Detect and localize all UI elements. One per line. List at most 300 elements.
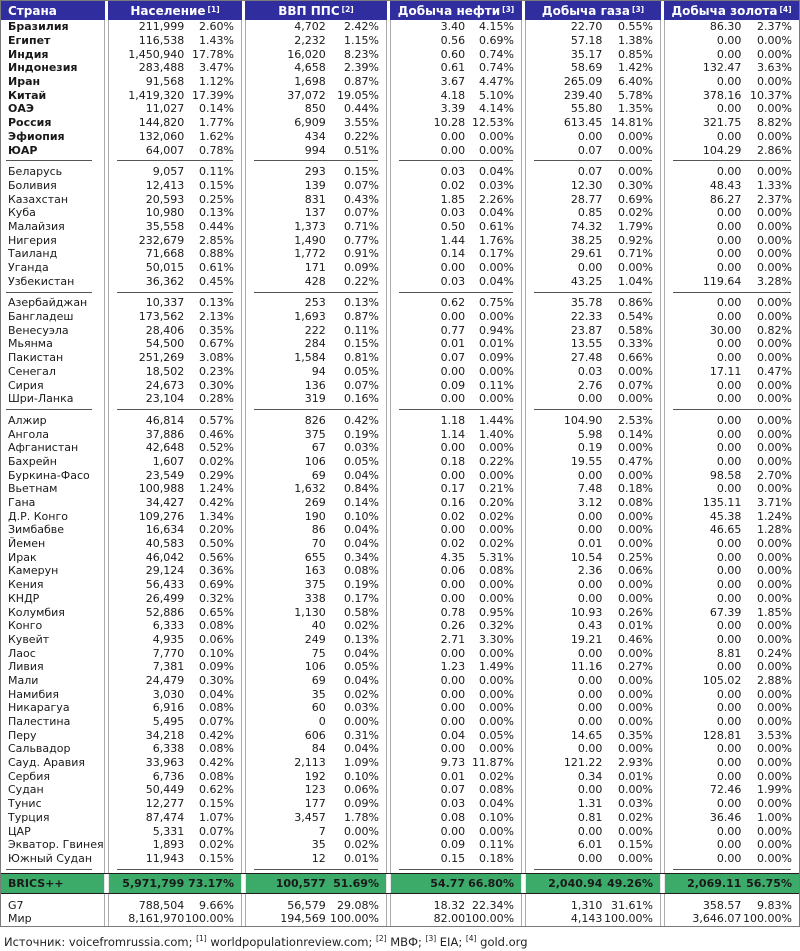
metric-group-cell	[108, 116, 242, 130]
percent-cell: 0.00%	[618, 851, 653, 865]
percent-cell: 0.00%	[344, 824, 379, 838]
value-cell: 0.15	[440, 851, 466, 865]
table-row	[1, 783, 799, 797]
metric-group-cell	[390, 378, 522, 392]
metric-group-cell	[525, 509, 661, 523]
percent-cell: 0.42%	[344, 413, 379, 427]
value-cell: 100,988	[138, 482, 185, 496]
value-cell: 0.00	[716, 687, 742, 701]
metric-group-cell	[245, 165, 387, 179]
value-cell: 16,634	[145, 523, 185, 537]
percent-cell: 9.83%	[757, 898, 792, 912]
value-cell: 19.55	[570, 454, 603, 468]
table-row	[1, 310, 799, 324]
percent-cell: 0.00%	[757, 797, 792, 811]
metric-group-cell	[108, 646, 242, 660]
percent-cell: 0.62%	[199, 783, 234, 797]
country-cell: Камерун	[1, 564, 105, 578]
metric-group-cell	[245, 468, 387, 482]
percent-cell: 0.02%	[199, 454, 234, 468]
percent-cell: 0.11%	[344, 323, 379, 337]
value-cell: 0.00	[577, 851, 603, 865]
metric-group-cell	[108, 247, 242, 261]
metric-group-cell	[390, 468, 522, 482]
metric-group-cell	[664, 192, 799, 206]
metric-group-cell	[245, 742, 387, 756]
metric-group-cell	[390, 874, 522, 893]
value-cell: 5,495	[152, 715, 185, 729]
metric-group-cell	[664, 337, 799, 351]
metric-group-cell	[108, 715, 242, 729]
metric-group-cell	[108, 179, 242, 193]
metric-group-cell	[390, 824, 522, 838]
value-cell: 0.16	[440, 496, 466, 510]
value-cell: 0.00	[716, 769, 742, 783]
value-cell: 177	[304, 797, 326, 811]
metric-group-cell	[525, 455, 661, 469]
percent-cell: 0.00%	[757, 701, 792, 715]
percent-cell: 0.00%	[757, 102, 792, 116]
metric-group-cell	[390, 206, 522, 220]
value-cell: 0.00	[716, 564, 742, 578]
metric-group-cell	[390, 441, 522, 455]
metric-group-cell	[390, 261, 522, 275]
metric-group-cell	[245, 34, 387, 48]
percent-cell: 0.00%	[479, 392, 514, 406]
value-cell: 2.76	[577, 378, 603, 392]
percent-cell: 1.42%	[618, 61, 653, 75]
metric-group-cell	[664, 206, 799, 220]
percent-cell: 0.00%	[479, 824, 514, 838]
percent-cell: 100.00%	[465, 912, 515, 926]
percent-cell: 2.60%	[199, 20, 234, 34]
value-cell: 0.03	[440, 274, 466, 288]
metric-group-cell	[664, 646, 799, 660]
percent-cell: 0.14%	[344, 496, 379, 510]
metric-group-cell	[245, 455, 387, 469]
percent-cell: 0.02%	[344, 619, 379, 633]
value-cell: 171	[304, 261, 326, 275]
value-cell: 11.16	[570, 660, 603, 674]
section-divider	[1, 288, 799, 296]
country-cell: КНДР	[1, 592, 105, 606]
value-cell: 0.07	[577, 143, 603, 157]
value-cell: 94	[311, 364, 326, 378]
metric-group-cell	[390, 233, 522, 247]
metric-group-cell	[390, 674, 522, 688]
value-cell: 613.45	[563, 116, 603, 130]
value-cell: 0.00	[440, 392, 466, 406]
percent-cell: 1.38%	[618, 34, 653, 48]
value-cell: 1,698	[294, 75, 326, 89]
table-row	[1, 509, 799, 523]
metric-group-cell	[525, 783, 661, 797]
metric-group-cell	[390, 605, 522, 619]
value-cell: 850	[304, 102, 326, 116]
table-row	[1, 274, 799, 288]
metric-group-cell	[525, 660, 661, 674]
value-cell: 0.00	[716, 129, 742, 143]
value-cell: 2.36	[577, 564, 603, 578]
value-cell: 16,020	[287, 47, 326, 61]
percent-cell: 0.06%	[344, 783, 379, 797]
metric-group-cell	[245, 912, 387, 926]
table-row	[1, 811, 799, 825]
metric-group-cell	[108, 47, 242, 61]
metric-group-cell	[245, 392, 387, 406]
value-cell: 3.40	[440, 20, 466, 34]
value-cell: 35	[311, 838, 326, 852]
percent-cell: 0.02%	[344, 687, 379, 701]
metric-group-cell	[108, 728, 242, 742]
value-cell: 0.00	[440, 143, 466, 157]
value-cell: 46,814	[145, 413, 185, 427]
percent-cell: 0.21%	[479, 482, 514, 496]
value-cell: 6,909	[294, 116, 326, 130]
metric-group-cell	[664, 701, 799, 715]
percent-cell: 0.07%	[199, 824, 234, 838]
header-col-gas-production	[525, 1, 661, 20]
country-cell: Бразилия	[1, 20, 105, 34]
metric-group-cell	[390, 365, 522, 379]
percent-cell: 0.00%	[479, 715, 514, 729]
value-cell: 5.98	[577, 427, 603, 441]
table-row	[1, 116, 799, 130]
percent-cell: 0.03%	[618, 797, 653, 811]
percent-cell: 0.00%	[757, 378, 792, 392]
percent-cell: 0.00%	[757, 75, 792, 89]
metric-group-cell	[664, 274, 799, 288]
metric-group-cell	[664, 441, 799, 455]
metric-group-cell	[245, 61, 387, 75]
value-cell: 11,943	[145, 851, 185, 865]
percent-cell: 0.09%	[199, 660, 234, 674]
percent-cell: 2.53%	[618, 413, 653, 427]
metric-group-cell	[664, 130, 799, 144]
metric-group-cell	[108, 660, 242, 674]
percent-cell: 0.00%	[479, 468, 514, 482]
table-row	[1, 852, 799, 866]
value-cell: 0.00	[716, 233, 742, 247]
metric-group-cell	[664, 742, 799, 756]
metric-group-cell	[245, 605, 387, 619]
table-row	[1, 261, 799, 275]
percent-cell: 0.33%	[618, 337, 653, 351]
percent-cell: 0.42%	[199, 756, 234, 770]
percent-cell: 0.00%	[757, 550, 792, 564]
value-cell: 23,549	[145, 468, 185, 482]
metric-group-cell	[525, 274, 661, 288]
value-cell: 137	[304, 206, 326, 220]
percent-cell: 0.30%	[199, 673, 234, 687]
metric-group-cell	[245, 838, 387, 852]
percent-cell: 0.00%	[479, 441, 514, 455]
percent-cell: 0.05%	[344, 364, 379, 378]
country-cell: Ангола	[1, 427, 105, 441]
value-cell: 46.65	[709, 523, 742, 537]
metric-group-cell	[245, 687, 387, 701]
value-cell: 106	[304, 660, 326, 674]
percent-cell: 0.24%	[757, 646, 792, 660]
value-cell: 0.85	[577, 206, 603, 220]
value-cell: 0.18	[440, 454, 466, 468]
percent-cell: 0.00%	[757, 337, 792, 351]
country-cell: Бахрейн	[1, 455, 105, 469]
metric-group-cell	[664, 824, 799, 838]
metric-group-cell	[390, 351, 522, 365]
value-cell: 48.43	[709, 178, 742, 192]
metric-group-cell	[245, 509, 387, 523]
value-cell: 132,060	[138, 129, 185, 143]
value-cell: 34,427	[145, 496, 185, 510]
metric-group-cell	[245, 441, 387, 455]
value-cell: 35.17	[570, 47, 603, 61]
value-cell: 2,069.11	[687, 877, 742, 891]
value-cell: 24,673	[145, 378, 185, 392]
percent-cell: 0.00%	[757, 206, 792, 220]
percent-cell: 0.13%	[199, 296, 234, 310]
country-cell: Сербия	[1, 769, 105, 783]
metric-group-cell	[245, 674, 387, 688]
percent-cell: 1.43%	[199, 34, 234, 48]
percent-cell: 0.01%	[618, 619, 653, 633]
metric-group-cell	[525, 441, 661, 455]
metric-group-cell	[245, 247, 387, 261]
metric-group-cell	[525, 310, 661, 324]
metric-group-cell	[525, 619, 661, 633]
value-cell: 42,648	[145, 441, 185, 455]
country-cell: Палестина	[1, 715, 105, 729]
value-cell: 56,433	[145, 578, 185, 592]
metric-group-cell	[525, 296, 661, 310]
percent-cell: 0.58%	[618, 323, 653, 337]
footnote-ref: [3]	[425, 933, 437, 943]
country-cell: Сауд. Аравия	[1, 756, 105, 770]
metric-group-cell	[390, 75, 522, 89]
table-row	[1, 47, 799, 61]
value-cell: 86.30	[709, 20, 742, 34]
percent-cell: 0.29%	[199, 468, 234, 482]
percent-cell: 0.00%	[479, 742, 514, 756]
value-cell: 0.00	[716, 206, 742, 220]
percent-cell: 0.03%	[344, 441, 379, 455]
value-cell: 52,886	[145, 605, 185, 619]
value-cell: 358.57	[702, 898, 742, 912]
value-cell: 5,971,799	[122, 877, 185, 891]
value-cell: 132.47	[702, 61, 742, 75]
value-cell: 0.00	[577, 646, 603, 660]
metric-group-cell	[525, 496, 661, 510]
metric-group-cell	[245, 797, 387, 811]
metric-group-cell	[525, 365, 661, 379]
value-cell: 50,449	[145, 783, 185, 797]
percent-cell: 0.77%	[344, 233, 379, 247]
table-row	[1, 247, 799, 261]
percent-cell: 0.00%	[757, 537, 792, 551]
metric-group-cell	[108, 220, 242, 234]
percent-cell: 0.36%	[199, 564, 234, 578]
value-cell: 17.11	[709, 364, 742, 378]
percent-cell: 0.04%	[344, 646, 379, 660]
country-cell: Колумбия	[1, 605, 105, 619]
country-cell: ОАЭ	[1, 102, 105, 116]
metric-group-cell	[390, 633, 522, 647]
value-cell: 249	[304, 632, 326, 646]
value-cell: 0.00	[716, 742, 742, 756]
value-cell: 67	[311, 441, 326, 455]
percent-cell: 0.10%	[199, 646, 234, 660]
country-cell: ЮАР	[1, 143, 105, 157]
metric-group-cell	[108, 20, 242, 34]
section-divider	[1, 157, 799, 165]
percent-cell: 0.22%	[344, 129, 379, 143]
table-row	[1, 756, 799, 770]
metric-group-cell	[525, 769, 661, 783]
percent-cell: 0.10%	[344, 769, 379, 783]
percent-cell: 8.82%	[757, 116, 792, 130]
value-cell: 36,362	[145, 274, 185, 288]
percent-cell: 0.15%	[344, 165, 379, 179]
value-cell: 3,457	[294, 810, 326, 824]
metric-group-cell	[664, 116, 799, 130]
value-cell: 109,276	[138, 509, 185, 523]
percent-cell: 0.46%	[618, 632, 653, 646]
table-row	[1, 296, 799, 310]
value-cell: 192	[304, 769, 326, 783]
metric-group-cell	[108, 742, 242, 756]
percent-cell: 0.78%	[199, 143, 234, 157]
value-cell: 100,577	[275, 877, 326, 891]
value-cell: 0.00	[440, 310, 466, 324]
metric-group-cell	[108, 874, 242, 893]
metric-group-cell	[390, 143, 522, 157]
value-cell: 50,015	[145, 261, 185, 275]
metric-group-cell	[245, 75, 387, 89]
country-cell: Египет	[1, 34, 105, 48]
value-cell: 0.02	[440, 537, 466, 551]
value-cell: 70	[311, 537, 326, 551]
value-cell: 0.00	[440, 687, 466, 701]
value-cell: 0.01	[440, 337, 466, 351]
value-cell: 45.38	[709, 509, 742, 523]
percent-cell: 0.00%	[479, 310, 514, 324]
value-cell: 0.00	[716, 378, 742, 392]
value-cell: 36.46	[709, 810, 742, 824]
percent-cell: 8.23%	[344, 47, 379, 61]
percent-cell: 1.24%	[757, 509, 792, 523]
value-cell: 0.00	[577, 742, 603, 756]
percent-cell: 2.13%	[199, 310, 234, 324]
percent-cell: 0.25%	[618, 550, 653, 564]
percent-cell: 0.02%	[344, 838, 379, 852]
value-cell: 0.00	[440, 646, 466, 660]
country-cell: Китай	[1, 88, 105, 102]
percent-cell: 0.45%	[199, 274, 234, 288]
value-cell: 0.00	[716, 578, 742, 592]
value-cell: 0.00	[716, 537, 742, 551]
percent-cell: 0.61%	[199, 261, 234, 275]
value-cell: 139	[304, 178, 326, 192]
metric-group-cell	[525, 179, 661, 193]
value-cell: 35.78	[570, 296, 603, 310]
value-cell: 4,143	[570, 912, 603, 926]
country-cell: Ирак	[1, 550, 105, 564]
percent-cell: 1.15%	[344, 34, 379, 48]
percent-cell: 0.05%	[479, 728, 514, 742]
metric-group-cell	[664, 179, 799, 193]
metric-group-cell	[390, 646, 522, 660]
value-cell: 0.00	[440, 468, 466, 482]
value-cell: 35,558	[145, 219, 185, 233]
value-cell: 12.30	[570, 178, 603, 192]
percent-cell: 0.00%	[618, 824, 653, 838]
metric-group-cell	[245, 633, 387, 647]
value-cell: 0.00	[577, 509, 603, 523]
value-cell: 0.00	[577, 261, 603, 275]
value-cell: 86	[311, 523, 326, 537]
value-cell: 1,419,320	[128, 88, 185, 102]
metric-group-cell	[525, 742, 661, 756]
value-cell: 0.00	[716, 165, 742, 179]
metric-group-cell	[664, 75, 799, 89]
value-cell: 28.77	[570, 192, 603, 206]
table-row	[1, 130, 799, 144]
percent-cell: 0.74%	[479, 47, 514, 61]
section-divider	[1, 406, 799, 414]
percent-cell: 0.04%	[199, 687, 234, 701]
percent-cell: 0.04%	[479, 165, 514, 179]
value-cell: 14.65	[570, 728, 603, 742]
metric-group-cell	[245, 220, 387, 234]
metric-group-cell	[108, 852, 242, 866]
metric-group-cell	[525, 592, 661, 606]
metric-group-cell	[664, 797, 799, 811]
value-cell: 1.14	[440, 427, 466, 441]
percent-cell: 0.00%	[618, 742, 653, 756]
value-cell: 67.39	[709, 605, 742, 619]
metric-group-cell	[664, 378, 799, 392]
metric-group-cell	[664, 537, 799, 551]
value-cell: 144,820	[138, 116, 185, 130]
metric-group-cell	[390, 898, 522, 912]
percent-cell: 17.78%	[192, 47, 234, 61]
percent-cell: 0.10%	[344, 509, 379, 523]
value-cell: 104.29	[702, 143, 742, 157]
metric-group-cell	[108, 75, 242, 89]
value-cell: 0.00	[577, 715, 603, 729]
percent-cell: 0.87%	[344, 75, 379, 89]
percent-cell: 0.20%	[199, 523, 234, 537]
value-cell: 0.00	[716, 619, 742, 633]
percent-cell: 1.04%	[618, 274, 653, 288]
percent-cell: 0.02%	[479, 769, 514, 783]
percent-cell: 0.08%	[199, 769, 234, 783]
value-cell: 375	[304, 427, 326, 441]
metric-group-cell	[108, 674, 242, 688]
percent-cell: 0.11%	[199, 165, 234, 179]
value-cell: 1,310	[570, 898, 603, 912]
country-cell: Гана	[1, 496, 105, 510]
table-row	[1, 523, 799, 537]
metric-group-cell	[525, 797, 661, 811]
percent-cell: 0.00%	[757, 742, 792, 756]
percent-cell: 0.71%	[618, 247, 653, 261]
table-row	[1, 220, 799, 234]
table-row	[1, 165, 799, 179]
table-row	[1, 378, 799, 392]
value-cell: 0.01	[577, 537, 603, 551]
metric-group-cell	[245, 310, 387, 324]
